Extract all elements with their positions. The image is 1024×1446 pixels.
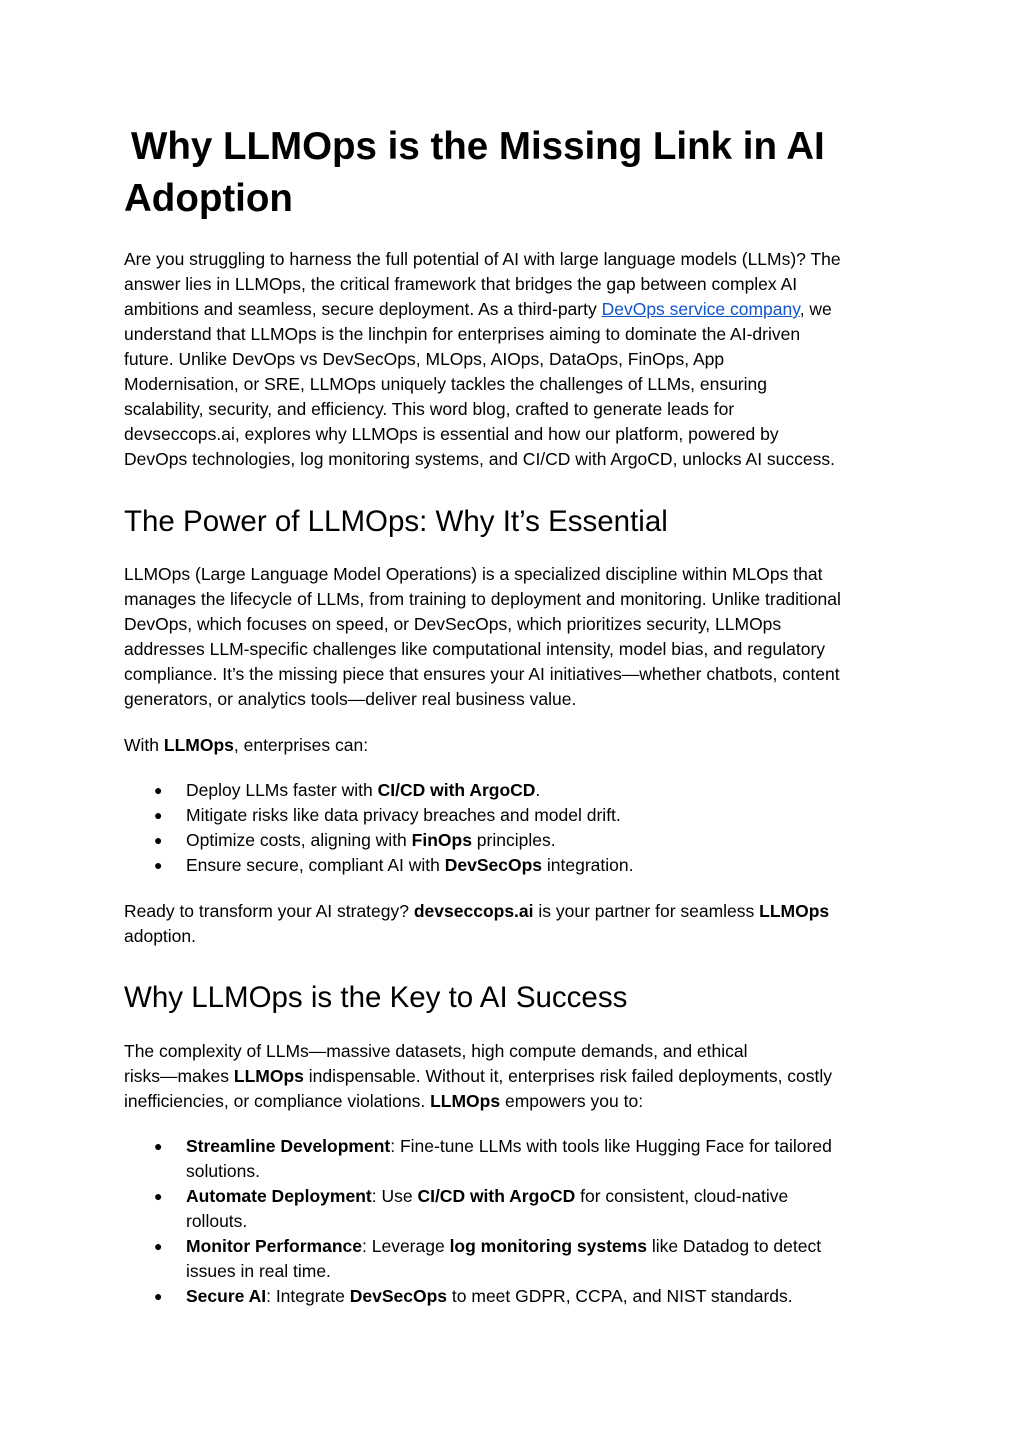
- intro-line: ambitions and seamless, secure deployment. As a third-party DevOps service company, we: [124, 299, 832, 319]
- intro-paragraph: [124, 247, 904, 472]
- intro-line: devseccops.ai, explores why LLMOps is essential and how our platform, powered by: [124, 424, 779, 444]
- list-item: ● Ensure secure, compliant AI with DevSecOps integration.: [124, 853, 904, 878]
- cta-line: Ready to transform your AI strategy? devseccops.ai is your partner for seamless LLMOps: [124, 901, 830, 921]
- intro-line: DevOps technologies, log monitoring systems, and CI/CD with ArgoCD, unlocks AI success.: [124, 449, 835, 469]
- intro-line: scalability, security, and efficiency. This word blog, crafted to generate leads for: [124, 399, 735, 419]
- section1-line: manages the lifecycle of LLMs, from training to deployment and monitoring. Unlike traditional: [124, 589, 841, 609]
- list-item: ● Mitigate risks like data privacy breaches and model drift.: [124, 803, 904, 828]
- section1-line: compliance. It’s the missing piece that ensures your AI initiatives—whether chatbots, content: [124, 664, 840, 684]
- intro-line: Modernisation, or SRE, LLMOps uniquely tackles the challenges of LLMs, ensuring: [124, 374, 767, 394]
- list-item: ● Automate Deployment: Use CI/CD with ArgoCD for consistent, cloud-native rollouts.: [124, 1184, 904, 1234]
- list-item: ● Monitor Performance: Leverage log monitoring systems like Datadog to detect issues in real time.: [124, 1234, 904, 1284]
- cta-line: adoption.: [124, 926, 197, 946]
- section2-line: The complexity of LLMs—massive datasets, high compute demands, and ethical: [124, 1041, 748, 1061]
- list-item: ● Secure AI: Integrate DevSecOps to meet GDPR, CCPA, and NIST standards.: [124, 1284, 904, 1309]
- section2-paragraph: [124, 1039, 904, 1114]
- section1-bullet-list: [124, 778, 904, 878]
- section1-paragraph: [124, 562, 904, 712]
- intro-line: answer lies in LLMOps, the critical framework that bridges the gap between complex AI: [124, 274, 798, 294]
- section1-line: DevOps, which focuses on speed, or DevSecOps, which prioritizes security, LLMOps: [124, 614, 782, 634]
- section-heading-power: The Power of LLMOps: Why It’s Essential: [124, 505, 668, 538]
- intro-line: future. Unlike DevOps vs DevSecOps, MLOps, AIOps, DataOps, FinOps, App: [124, 349, 725, 369]
- list-item: ● Deploy LLMs faster with CI/CD with ArgoCD.: [124, 778, 904, 803]
- with-llmops-line: With LLMOps, enterprises can:: [124, 735, 369, 755]
- document-title: [124, 121, 904, 225]
- title-line-1: Why LLMOps is the Missing Link in AI: [131, 125, 825, 168]
- intro-line: Are you struggling to harness the full potential of AI with large language models (LLMs)? The: [124, 249, 841, 269]
- intro-line: understand that LLMOps is the linchpin for enterprises aiming to dominate the AI-driven: [124, 324, 801, 344]
- section1-line: generators, or analytics tools—deliver real business value.: [124, 689, 577, 709]
- list-item: ● Optimize costs, aligning with FinOps principles.: [124, 828, 904, 853]
- devops-service-company-link[interactable]: DevOps service company: [601, 299, 800, 319]
- list-item: ● Streamline Development: Fine-tune LLMs with tools like Hugging Face for tailored solutions.: [124, 1134, 904, 1184]
- section1-line: LLMOps (Large Language Model Operations) is a specialized discipline within MLOps that: [124, 564, 823, 584]
- cta-paragraph: [124, 899, 904, 949]
- title-line-2: Adoption: [124, 177, 293, 220]
- section2-bullet-list: [124, 1134, 904, 1309]
- section-heading-key: Why LLMOps is the Key to AI Success: [124, 981, 628, 1014]
- section1-line: addresses LLM-specific challenges like computational intensity, model bias, and regulatory: [124, 639, 826, 659]
- section2-line: inefficiencies, or compliance violations. LLMOps empowers you to:: [124, 1091, 644, 1111]
- section2-line: risks—makes LLMOps indispensable. Without it, enterprises risk failed deployments, costly: [124, 1066, 833, 1086]
